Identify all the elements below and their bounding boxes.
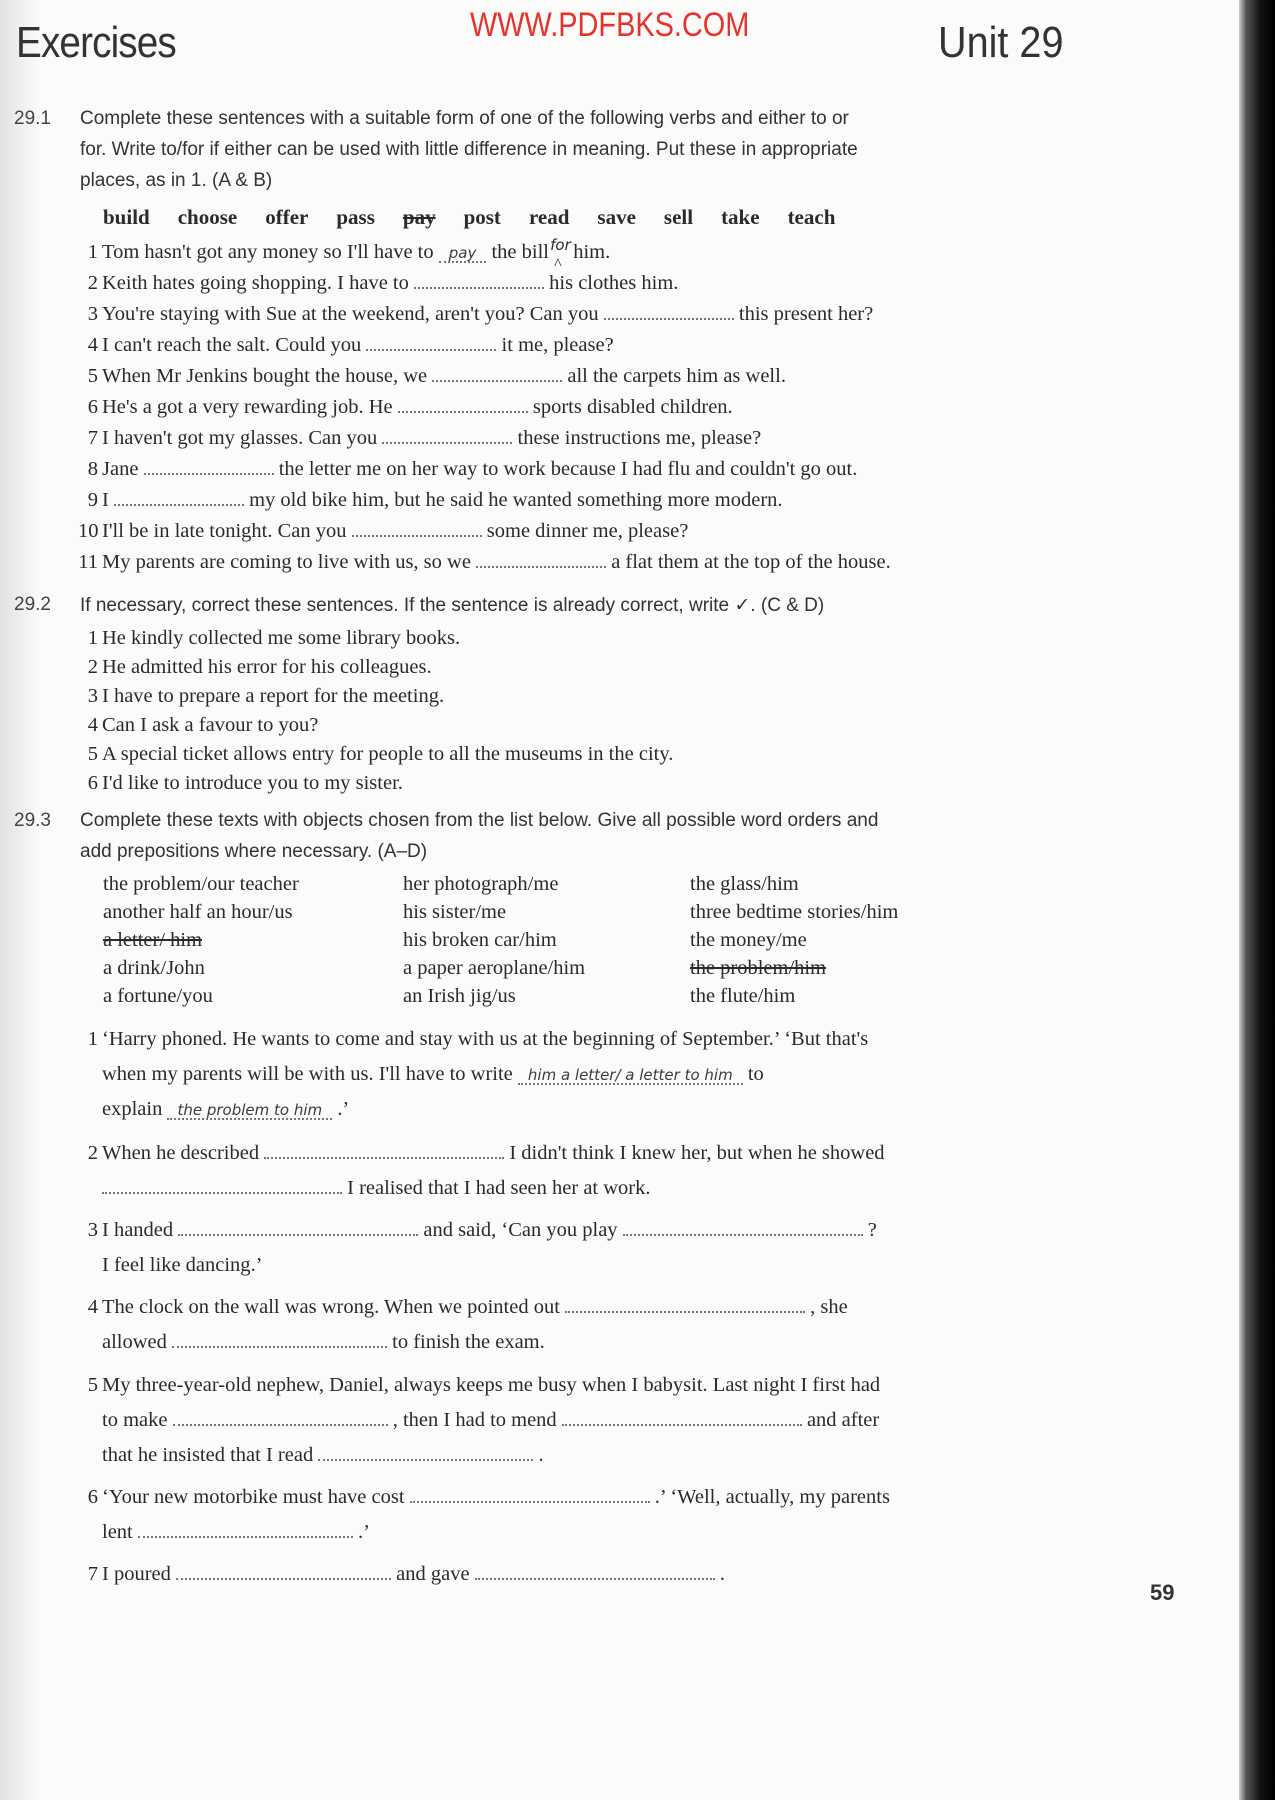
sentence-text: to finish the exam. xyxy=(387,1331,545,1353)
sentence-text: a flat them at the top of the house. xyxy=(606,551,891,573)
answer-blank[interactable] xyxy=(144,469,274,475)
handwritten-insertion: for xyxy=(550,236,571,254)
item-text xyxy=(102,334,614,357)
object-option: another half an hour/us xyxy=(103,901,293,923)
item-number: 6 xyxy=(87,1486,98,1508)
answer-blank[interactable] xyxy=(382,438,512,444)
object-option: three bedtime stories/him xyxy=(690,901,899,923)
sentence-text: I feel like dancing.’ xyxy=(102,1254,263,1276)
sentence-text: .’ ‘Well, actually, my parents xyxy=(649,1486,890,1508)
object-option: his broken car/him xyxy=(403,929,557,951)
item-text xyxy=(102,1098,349,1121)
verb-option: sell xyxy=(663,205,694,229)
answer-blank[interactable] xyxy=(414,283,544,289)
answer-blank[interactable] xyxy=(172,1342,387,1348)
sentence-text: I realised that I had seen her at work. xyxy=(342,1177,651,1199)
sentence-text: , she xyxy=(805,1296,848,1318)
sentence-text: Tom hasn't got any money so I'll have to xyxy=(102,241,439,263)
item-number: 7 xyxy=(87,427,98,449)
sentence-text: .’ xyxy=(332,1098,350,1120)
sentence-text: . xyxy=(533,1444,544,1466)
item-number: 7 xyxy=(87,1563,98,1585)
verb-option: offer xyxy=(265,205,309,229)
object-crossed-out: the problem/him xyxy=(690,957,827,979)
item-number: 1 xyxy=(87,627,98,649)
item-number: 8 xyxy=(87,458,98,480)
item-number: 3 xyxy=(87,1219,98,1241)
item-number: 4 xyxy=(87,334,98,356)
item-text xyxy=(102,551,891,574)
page-number: 59 xyxy=(1150,1580,1175,1605)
verb-option: build xyxy=(103,205,150,229)
object-option: a paper aeroplane/him xyxy=(403,957,586,979)
sentence-text: that he insisted that I read xyxy=(102,1444,319,1466)
item-text xyxy=(102,272,678,295)
item-text xyxy=(102,1444,544,1467)
item-text: He admitted his error for his colleagues. xyxy=(102,656,432,678)
verb-option: take xyxy=(721,205,760,229)
verb-option: choose xyxy=(177,205,238,229)
sentence-text: I xyxy=(102,489,114,511)
answer-blank[interactable] xyxy=(178,1230,418,1236)
sentence-text: I haven't got my glasses. Can you xyxy=(102,427,383,449)
exercise-instructions: Complete these texts with objects chosen from the list below. Give all possible word orders and xyxy=(80,810,879,831)
sentence-text: my old bike him, but he said he wanted something more modern. xyxy=(243,489,783,511)
sentence-text: You're staying with Sue at the weekend, aren't you? Can you xyxy=(102,303,604,325)
verb-option: read xyxy=(528,205,570,229)
object-list-column xyxy=(690,873,898,1013)
item-text xyxy=(102,365,786,388)
sentence-text: , then I had to mend xyxy=(387,1409,562,1431)
item-text xyxy=(102,1177,651,1200)
exercise-number: 29.3 xyxy=(14,810,51,831)
answer-blank[interactable] xyxy=(114,500,244,506)
object-option: the money/me xyxy=(690,929,807,951)
item-text xyxy=(102,1142,885,1165)
sentence-text: when my parents will be with us. I'll have to write xyxy=(102,1063,518,1085)
answer-blank[interactable] xyxy=(432,376,562,382)
item-number: 9 xyxy=(87,489,98,511)
sentence-text: these instructions me, please? xyxy=(512,427,762,449)
sentence-text: ‘Your new motorbike must have cost xyxy=(102,1486,410,1508)
scan-shadow-left xyxy=(0,0,40,1800)
answer-blank[interactable] xyxy=(410,1497,650,1503)
sentence-text: to make xyxy=(102,1409,173,1431)
sentence-text: the bill xyxy=(486,241,555,263)
item-text xyxy=(102,1331,545,1354)
object-list-column xyxy=(103,873,299,1013)
sentence-text: He's a got a very rewarding job. He xyxy=(102,396,398,418)
item-text: A special ticket allows entry for people to all the museums in the city. xyxy=(102,743,674,765)
item-text: I have to prepare a report for the meeting. xyxy=(102,685,445,707)
sentence-text: ‘Harry phoned. He wants to come and stay with us at the beginning of September.’ ‘But that's xyxy=(102,1028,869,1050)
item-number: 3 xyxy=(87,303,98,325)
sentence-text: lent xyxy=(102,1521,138,1543)
object-option: the glass/him xyxy=(690,873,799,895)
answer-blank[interactable] xyxy=(476,562,606,568)
sentence-text: some dinner me, please? xyxy=(481,520,689,542)
object-option: his sister/me xyxy=(403,901,507,923)
sentence-text: I'll be in late tonight. Can you xyxy=(102,520,352,542)
page-binding-edge xyxy=(1239,0,1275,1800)
sentence-text: My three-year-old nephew, Daniel, always keeps me busy when I babysit. Last night I first had xyxy=(102,1374,881,1396)
item-text: Can I ask a favour to you? xyxy=(102,714,319,736)
item-text xyxy=(102,1486,890,1509)
sentence-text: .’ xyxy=(352,1521,370,1543)
handwritten-answer[interactable]: him a letter/ a letter to him xyxy=(518,1067,743,1085)
object-option: a drink/John xyxy=(103,957,205,979)
item-number: 2 xyxy=(87,272,98,294)
item-text xyxy=(102,1219,877,1242)
page-title: Exercises xyxy=(16,18,176,67)
verb-option: post xyxy=(463,205,501,229)
item-text: He kindly collected me some library books. xyxy=(102,627,461,649)
sentence-text: all the carpets him as well. xyxy=(562,365,786,387)
answer-blank[interactable] xyxy=(565,1307,805,1313)
object-option: her photograph/me xyxy=(403,873,559,895)
answer-blank[interactable] xyxy=(623,1230,863,1236)
answer-blank[interactable] xyxy=(318,1455,533,1461)
sentence-text: the letter me on her way to work because I had flu and couldn't go out. xyxy=(273,458,858,480)
item-text: I'd like to introduce you to my sister. xyxy=(102,772,403,794)
sentence-text: sports disabled children. xyxy=(527,396,733,418)
answer-blank[interactable] xyxy=(176,1574,391,1580)
item-number: 1 xyxy=(87,241,98,263)
item-number: 4 xyxy=(87,714,98,736)
answer-blank[interactable] xyxy=(475,1574,715,1580)
exercise-number: 29.1 xyxy=(14,108,51,129)
answer-blank[interactable] xyxy=(264,1153,504,1159)
answer-blank[interactable] xyxy=(102,1188,342,1194)
answer-blank[interactable] xyxy=(398,407,528,413)
sentence-text: I can't reach the salt. Could you xyxy=(102,334,367,356)
item-text xyxy=(102,1563,725,1586)
answer-blank[interactable] xyxy=(173,1420,388,1426)
verb-crossed-out: pay xyxy=(402,205,436,229)
answer-blank[interactable] xyxy=(352,531,482,537)
item-text xyxy=(102,1409,879,1432)
sentence-text: and gave xyxy=(391,1563,475,1585)
sentence-text: ? xyxy=(862,1219,877,1241)
sentence-text: I didn't think I knew her, but when he showed xyxy=(504,1142,885,1164)
object-option: a fortune/you xyxy=(103,985,213,1007)
item-number: 1 xyxy=(87,1028,98,1050)
answer-blank[interactable] xyxy=(138,1532,353,1538)
sentence-text: to xyxy=(742,1063,764,1085)
exercise-instructions: places, as in 1. (A & B) xyxy=(80,170,273,191)
verb-option: save xyxy=(597,205,636,229)
exercise-number: 29.2 xyxy=(14,594,51,615)
exercise-instructions: If necessary, correct these sentences. If the sentence is already correct, write ✓. (C & D) xyxy=(80,595,825,616)
handwritten-answer[interactable]: the problem to him xyxy=(167,1102,332,1120)
item-text xyxy=(102,489,783,512)
unit-label: Unit 29 xyxy=(938,18,1064,67)
item-number: 2 xyxy=(87,1142,98,1164)
sentence-text: When he described xyxy=(102,1142,265,1164)
object-crossed-out: a letter/ him xyxy=(103,929,203,951)
item-text xyxy=(102,236,611,264)
item-number: 5 xyxy=(87,365,98,387)
watermark-link[interactable]: WWW.PDFBKS.COM xyxy=(470,6,750,44)
item-number: 11 xyxy=(78,551,98,573)
handwritten-answer[interactable]: pay xyxy=(439,245,487,263)
item-text xyxy=(102,1028,868,1051)
object-option: the problem/our teacher xyxy=(103,873,299,895)
sentence-text: allowed xyxy=(102,1331,173,1353)
item-number: 3 xyxy=(87,685,98,707)
exercise-instructions: add prepositions where necessary. (A–D) xyxy=(80,841,428,862)
sentence-text: When Mr Jenkins bought the house, we xyxy=(102,365,433,387)
sentence-text: and said, ‘Can you play xyxy=(418,1219,623,1241)
item-number: 5 xyxy=(87,1374,98,1396)
item-text xyxy=(102,1063,764,1086)
exercise-instructions: for. Write to/for if either can be used with little difference in meaning. Put these in appropriate xyxy=(80,139,858,160)
item-text xyxy=(102,1296,848,1319)
sentence-text: I poured xyxy=(102,1563,177,1585)
answer-blank[interactable] xyxy=(604,314,734,320)
item-number: 2 xyxy=(87,656,98,678)
sentence-text: this present her? xyxy=(733,303,874,325)
sentence-text: . xyxy=(714,1563,725,1585)
item-text xyxy=(102,458,857,481)
item-number: 4 xyxy=(87,1296,98,1318)
item-text xyxy=(102,396,733,419)
item-number: 5 xyxy=(87,743,98,765)
item-text xyxy=(102,303,873,326)
answer-blank[interactable] xyxy=(562,1420,802,1426)
item-number: 6 xyxy=(87,772,98,794)
item-text xyxy=(102,427,761,450)
sentence-text: My parents are coming to live with us, so we xyxy=(102,551,477,573)
answer-blank[interactable] xyxy=(366,345,496,351)
sentence-text: and after xyxy=(801,1409,880,1431)
sentence-text: The clock on the wall was wrong. When we pointed out xyxy=(102,1296,566,1318)
item-text xyxy=(102,1521,370,1544)
sentence-text: him. xyxy=(568,241,611,263)
object-list-column xyxy=(403,873,585,1013)
sentence-text: I handed xyxy=(102,1219,179,1241)
item-text xyxy=(102,1374,880,1397)
object-option: an Irish jig/us xyxy=(403,985,516,1007)
item-text xyxy=(102,1254,263,1277)
item-number: 10 xyxy=(78,520,99,542)
verb-option: teach xyxy=(787,205,836,229)
item-text xyxy=(102,520,688,543)
item-number: 6 xyxy=(87,396,98,418)
verb-box xyxy=(103,205,863,230)
sentence-text: his clothes him. xyxy=(544,272,679,294)
exercise-instructions: Complete these sentences with a suitable form of one of the following verbs and either to or xyxy=(80,108,849,129)
sentence-text: it me, please? xyxy=(496,334,614,356)
verb-option: pass xyxy=(336,205,375,229)
sentence-text: explain xyxy=(102,1098,168,1120)
sentence-text: Jane xyxy=(102,458,144,480)
object-option: the flute/him xyxy=(690,985,796,1007)
sentence-text: Keith hates going shopping. I have to xyxy=(102,272,415,294)
